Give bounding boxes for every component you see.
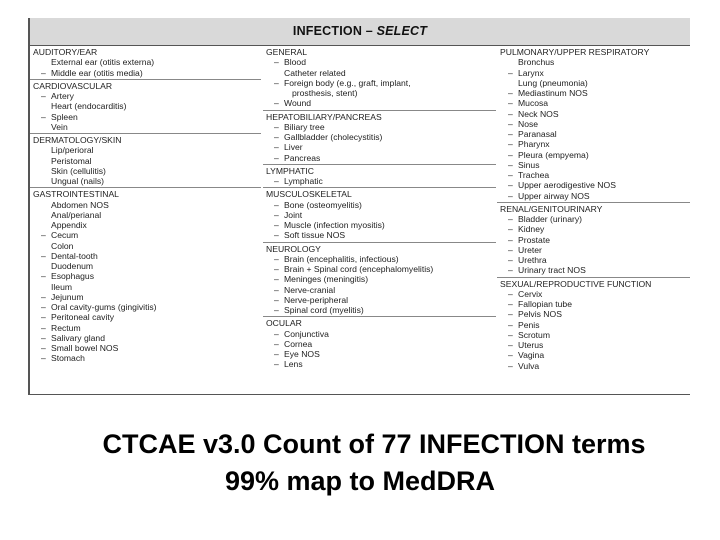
term-label: Small bowel NOS	[51, 343, 119, 353]
term-item	[266, 68, 496, 78]
term-dash: –	[508, 98, 513, 109]
term-item	[33, 112, 261, 122]
table-title-select: SELECT	[376, 24, 428, 38]
term-dash: –	[274, 77, 279, 88]
term-item	[266, 122, 496, 132]
term-item	[500, 265, 690, 275]
term-dash: –	[508, 234, 513, 245]
term-item	[33, 353, 261, 363]
term-item	[33, 200, 261, 210]
term-item	[33, 323, 261, 333]
term-dash: –	[274, 142, 279, 153]
term-label: Mucosa	[518, 98, 549, 109]
term-item	[500, 309, 690, 319]
term-item	[500, 68, 690, 78]
term-dash: –	[274, 199, 279, 210]
term-label: Pleura (empyema)	[518, 149, 589, 160]
term-label: Colon	[51, 240, 74, 251]
term-dash: –	[41, 111, 46, 122]
term-dash: –	[41, 353, 46, 364]
term-dash: –	[508, 180, 513, 191]
term-item	[500, 139, 690, 149]
term-dash: –	[274, 176, 279, 186]
term-dash: –	[508, 265, 513, 276]
term-item	[33, 156, 261, 166]
term-label: Bone (osteomyelitis)	[284, 199, 362, 210]
term-label: Spinal cord (myelitis)	[284, 305, 364, 315]
term-label: Soft tissue NOS	[284, 230, 346, 241]
term-label: Brain + Spinal cord (encephalomyelitis)	[284, 264, 434, 274]
term-label: Bladder (urinary)	[518, 214, 582, 224]
term-label: Meninges (meningitis)	[284, 274, 369, 285]
term-label: Lip/perioral	[51, 145, 94, 156]
term-item	[500, 119, 690, 129]
term-label: Salivary gland	[51, 332, 105, 343]
term-item	[266, 349, 496, 359]
term-label: Catheter related	[284, 67, 346, 78]
term-item	[33, 312, 261, 322]
term-dash: –	[274, 98, 279, 109]
term-label: Blood	[284, 57, 306, 68]
group-separator	[497, 202, 690, 203]
term-item	[33, 176, 261, 186]
term-label: Artery	[51, 91, 74, 101]
term-item	[33, 122, 261, 132]
term-dash: –	[274, 230, 279, 241]
term-label: Oral cavity-gums (gingivitis)	[51, 302, 157, 312]
term-item	[266, 339, 496, 349]
term-dash: –	[41, 230, 46, 241]
term-item	[266, 78, 496, 88]
term-item	[266, 142, 496, 152]
term-label: Brain (encephalitis, infectious)	[284, 253, 399, 264]
term-dash: –	[274, 305, 279, 315]
term-item	[266, 274, 496, 284]
term-item	[500, 255, 690, 265]
term-dash: –	[41, 322, 46, 333]
term-item	[266, 329, 496, 339]
term-dash: –	[41, 332, 46, 343]
term-item	[33, 292, 261, 302]
term-label: Skin (cellulitis)	[51, 165, 106, 176]
term-item	[33, 68, 261, 78]
term-item	[500, 88, 690, 98]
term-label: Eye NOS	[284, 349, 320, 359]
term-item	[500, 361, 690, 371]
table-title-main: INFECTION –	[292, 24, 377, 38]
term-item	[266, 153, 496, 163]
term-dash: –	[508, 329, 513, 340]
term-item	[266, 295, 496, 305]
term-item	[266, 264, 496, 274]
term-dash: –	[41, 271, 46, 282]
group-separator	[263, 242, 496, 243]
term-item	[266, 132, 496, 142]
term-dash: –	[274, 284, 279, 295]
category-heading: CARDIOVASCULAR	[33, 80, 113, 91]
term-label: Stomach	[51, 353, 85, 364]
term-dash: –	[508, 350, 513, 361]
term-label: Lung (pneumonia)	[518, 77, 588, 88]
table-column-3	[500, 47, 690, 371]
term-dash: –	[508, 319, 513, 330]
term-item	[500, 299, 690, 309]
term-dash: –	[41, 67, 46, 78]
term-item	[33, 282, 261, 292]
term-item	[500, 320, 690, 330]
term-dash: –	[508, 129, 513, 139]
term-item	[266, 57, 496, 67]
term-item	[500, 289, 690, 299]
group-separator	[30, 79, 261, 80]
category-heading: NEUROLOGY	[266, 243, 321, 254]
group-separator	[497, 277, 690, 278]
term-label: Sinus	[518, 159, 540, 170]
term-dash: –	[508, 88, 513, 98]
term-dash: –	[508, 108, 513, 119]
category-heading: DERMATOLOGY/SKIN	[33, 135, 122, 145]
term-label: Peristomal	[51, 155, 92, 166]
term-label: Upper airway NOS	[518, 190, 590, 201]
term-label: Muscle (infection myositis)	[284, 220, 385, 230]
term-label: Appendix	[51, 220, 87, 230]
table-column-1	[33, 47, 261, 364]
category-heading: HEPATOBILIARY/PANCREAS	[266, 111, 382, 122]
term-dash: –	[274, 338, 279, 349]
term-item	[266, 220, 496, 230]
term-label: Cornea	[284, 338, 313, 349]
term-dash: –	[508, 118, 513, 129]
term-dash: –	[41, 91, 46, 101]
category-heading: GENERAL	[266, 47, 308, 57]
term-label: Dental-tooth	[51, 250, 98, 261]
term-item	[500, 235, 690, 245]
group-separator	[263, 110, 496, 111]
term-item	[266, 254, 496, 264]
term-label: Urinary tract NOS	[518, 265, 586, 276]
term-label: Urethra	[518, 255, 547, 265]
term-dash: –	[274, 264, 279, 274]
term-label: Pelvis NOS	[518, 309, 562, 320]
category-heading: AUDITORY/EAR	[33, 47, 98, 57]
term-label: Pharynx	[518, 139, 550, 150]
term-label: Rectum	[51, 322, 81, 333]
term-label: prosthesis, stent)	[292, 88, 358, 98]
term-item	[500, 109, 690, 119]
term-label: Trachea	[518, 170, 550, 180]
term-label: Esophagus	[51, 271, 95, 282]
term-label: Pancreas	[284, 152, 321, 163]
term-label: Heart (endocarditis)	[51, 101, 127, 112]
term-label: External ear (otitis externa)	[51, 57, 155, 68]
caption-line-1: CTCAE v3.0 Count of 77 INFECTION terms	[102, 429, 646, 459]
term-item	[33, 241, 261, 251]
term-item	[33, 166, 261, 176]
term-label: Vulva	[518, 360, 540, 371]
category-heading: OCULAR	[266, 318, 302, 329]
term-label: Wound	[284, 98, 312, 109]
term-item	[33, 271, 261, 281]
term-dash: –	[508, 360, 513, 371]
term-dash: –	[274, 132, 279, 142]
term-item	[33, 230, 261, 240]
term-dash: –	[508, 340, 513, 350]
category-heading: MUSCULOSKELETAL	[266, 189, 352, 200]
term-dash: –	[508, 149, 513, 160]
term-item	[266, 305, 496, 315]
group-separator	[30, 133, 261, 134]
term-item	[500, 180, 690, 190]
term-dash: –	[508, 159, 513, 170]
term-dash: –	[508, 170, 513, 180]
term-dash: –	[41, 291, 46, 302]
term-item	[500, 224, 690, 234]
term-label: Biliary tree	[284, 121, 325, 132]
term-item	[33, 251, 261, 261]
category-heading: RENAL/GENITOURINARY	[500, 203, 603, 214]
term-item	[266, 230, 496, 240]
term-label: Prostate	[518, 234, 551, 245]
term-item	[500, 98, 690, 108]
term-dash: –	[508, 190, 513, 201]
term-label: Larynx	[518, 67, 544, 78]
term-label: Peritoneal cavity	[51, 312, 115, 323]
term-dash: –	[508, 309, 513, 320]
term-dash: –	[274, 121, 279, 132]
category-heading: PULMONARY/UPPER RESPIRATORY	[500, 47, 650, 57]
term-item	[33, 101, 261, 111]
term-dash: –	[41, 343, 46, 353]
term-dash: –	[274, 57, 279, 68]
term-dash: –	[508, 139, 513, 150]
term-dash: –	[274, 359, 279, 370]
term-label: Conjunctiva	[284, 328, 329, 339]
term-dash: –	[508, 214, 513, 224]
group-separator	[263, 316, 496, 317]
term-dash: –	[508, 255, 513, 265]
term-label: Paranasal	[518, 129, 557, 139]
term-label: Neck NOS	[518, 108, 559, 119]
term-item	[33, 210, 261, 220]
term-item	[500, 78, 690, 88]
term-dash: –	[274, 152, 279, 163]
table-column-2	[266, 47, 496, 370]
term-label: Gallbladder (cholecystitis)	[284, 132, 383, 142]
term-item	[266, 359, 496, 369]
infection-terms-table	[28, 18, 690, 395]
term-label: Scrotum	[518, 329, 550, 340]
term-item	[266, 176, 496, 186]
term-dash: –	[274, 294, 279, 305]
term-item	[33, 91, 261, 101]
term-dash: –	[41, 312, 46, 323]
term-label: Vagina	[518, 350, 545, 361]
term-label: Cervix	[518, 288, 543, 299]
term-item	[33, 261, 261, 271]
term-dash: –	[508, 224, 513, 235]
term-dash: –	[274, 349, 279, 359]
group-separator	[263, 187, 496, 188]
term-label: Duodenum	[51, 261, 94, 271]
term-label: Penis	[518, 319, 540, 330]
term-item	[500, 191, 690, 201]
term-item	[500, 340, 690, 350]
term-label: Nerve-cranial	[284, 284, 336, 295]
term-item	[266, 88, 496, 98]
term-label: Middle ear (otitis media)	[51, 67, 143, 78]
term-item	[500, 245, 690, 255]
term-item	[33, 57, 261, 67]
term-label: Uterus	[518, 340, 544, 350]
term-dash: –	[508, 299, 513, 309]
term-dash: –	[41, 302, 46, 312]
term-item	[500, 57, 690, 67]
term-dash: –	[274, 274, 279, 285]
term-item	[266, 200, 496, 210]
term-label: Joint	[284, 209, 303, 220]
term-item	[500, 160, 690, 170]
term-item	[500, 214, 690, 224]
term-label: Liver	[284, 142, 303, 153]
term-item	[500, 129, 690, 139]
term-label: Bronchus	[518, 57, 555, 68]
term-label: Vein	[51, 121, 68, 132]
term-label: Lens	[284, 359, 303, 370]
term-label: Cecum	[51, 230, 79, 241]
term-dash: –	[274, 253, 279, 264]
term-label: Abdomen NOS	[51, 199, 109, 210]
term-dash: –	[508, 288, 513, 299]
term-label: Ureter	[518, 244, 542, 255]
term-dash: –	[274, 220, 279, 230]
term-item	[500, 150, 690, 160]
term-item	[266, 210, 496, 220]
group-separator	[263, 164, 496, 165]
term-item	[266, 98, 496, 108]
term-label: Mediastinum NOS	[518, 88, 588, 98]
term-dash: –	[274, 209, 279, 220]
term-label: Nerve-peripheral	[284, 294, 349, 305]
term-label: Kidney	[518, 224, 545, 235]
category-heading: SEXUAL/REPRODUCTIVE FUNCTION	[500, 278, 652, 289]
term-item	[33, 145, 261, 155]
term-item	[500, 170, 690, 180]
term-label: Spleen	[51, 111, 78, 122]
term-item	[500, 350, 690, 360]
term-label: Ungual (nails)	[51, 176, 105, 186]
term-dash: –	[508, 67, 513, 78]
term-dash: –	[41, 250, 46, 261]
term-label: Nose	[518, 118, 539, 129]
term-dash: –	[508, 244, 513, 255]
category-heading: LYMPHATIC	[266, 165, 314, 176]
term-label: Ileum	[51, 281, 73, 292]
term-item	[500, 330, 690, 340]
term-item	[266, 285, 496, 295]
term-item	[33, 220, 261, 230]
term-label: Fallopian tube	[518, 299, 572, 309]
term-label: Upper aerodigestive NOS	[518, 180, 616, 191]
term-label: Foreign body (e.g., graft, implant,	[284, 77, 411, 88]
category-heading: GASTROINTESTINAL	[33, 189, 119, 200]
term-label: Jejunum	[51, 291, 84, 302]
group-separator	[30, 187, 261, 188]
term-item	[33, 302, 261, 312]
term-label: Lymphatic	[284, 176, 323, 186]
caption-line-2: 99% map to MedDRA	[224, 466, 496, 496]
term-item	[33, 333, 261, 343]
term-dash: –	[274, 328, 279, 339]
table-title	[30, 18, 690, 46]
term-label: Anal/perianal	[51, 209, 102, 220]
term-item	[33, 343, 261, 353]
